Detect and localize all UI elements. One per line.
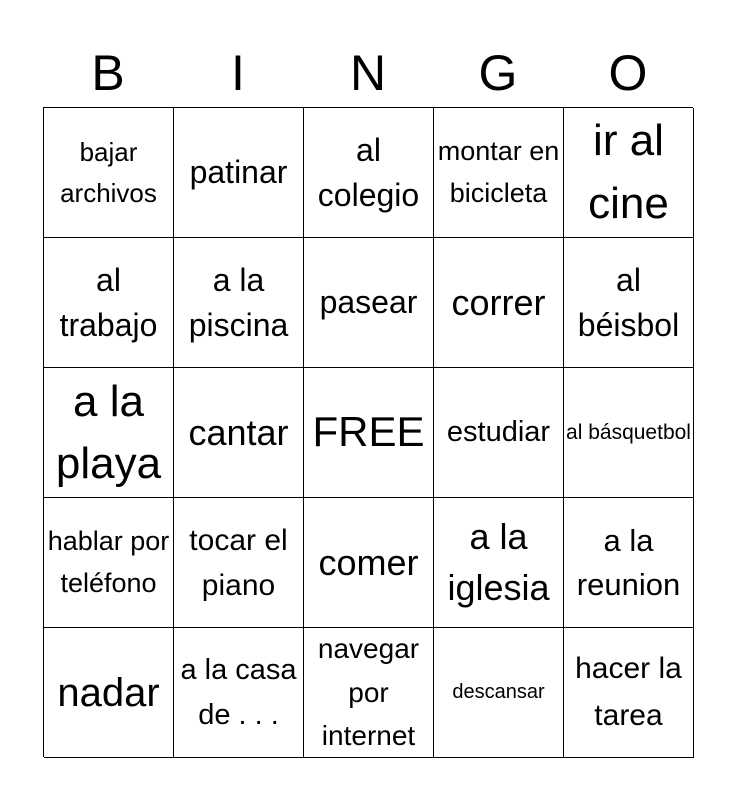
cell-text: al básquetbol [566, 420, 691, 444]
bingo-cell[interactable] [304, 108, 434, 238]
bingo-cell[interactable] [564, 368, 694, 498]
bingo-cell[interactable] [434, 628, 564, 758]
bingo-cell[interactable] [434, 498, 564, 628]
cell-text: pasear [319, 284, 418, 321]
bingo-cell[interactable] [304, 238, 434, 368]
cell-text: al colegio [317, 131, 420, 213]
bingo-cell[interactable] [564, 238, 694, 368]
bingo-cell[interactable] [564, 108, 694, 238]
cell-text: hacer la tarea [575, 652, 682, 732]
bingo-cell[interactable] [44, 368, 174, 498]
cell-text: ir al cine [588, 116, 669, 228]
cell-text: al trabajo [59, 261, 158, 343]
bingo-cell[interactable] [434, 108, 564, 238]
header-letter-b: B [91, 45, 125, 101]
cell-text: correr [451, 281, 546, 323]
bingo-grid [43, 107, 693, 757]
bingo-header [43, 38, 693, 108]
bingo-cell[interactable] [44, 108, 174, 238]
cell-text: a la playa [55, 376, 162, 488]
bingo-cell[interactable] [564, 628, 694, 758]
bingo-cell[interactable] [174, 628, 304, 758]
cell-text: montar en bicicleta [437, 135, 560, 208]
cell-text: nadar [57, 670, 160, 715]
free-space[interactable] [304, 368, 434, 498]
cell-text: estudiar [446, 415, 551, 448]
header-letter-o: O [608, 45, 648, 101]
cell-text: a la iglesia [447, 516, 550, 608]
cell-text: comer [318, 541, 419, 583]
cell-text: a la casa de . . . [180, 653, 297, 731]
bingo-cell[interactable] [44, 628, 174, 758]
cell-text: bajar archivos [60, 137, 157, 208]
cell-text: a la reunion [576, 523, 681, 602]
bingo-cell[interactable] [304, 628, 434, 758]
bingo-cell[interactable] [434, 368, 564, 498]
free-space-label: FREE [312, 408, 425, 456]
bingo-cell[interactable] [44, 498, 174, 628]
bingo-cell[interactable] [304, 498, 434, 628]
header-letter-n: N [349, 45, 387, 101]
bingo-cell[interactable] [174, 498, 304, 628]
bingo-cell[interactable] [434, 238, 564, 368]
cell-text: al béisbol [577, 261, 680, 343]
bingo-cell[interactable] [174, 368, 304, 498]
cell-text: navegar por internet [317, 633, 420, 752]
header-letter-g: G [478, 45, 518, 101]
header-letter-i: I [231, 45, 245, 101]
bingo-cell[interactable] [44, 238, 174, 368]
cell-text: hablar por teléfono [47, 525, 170, 598]
cell-text: cantar [188, 411, 289, 453]
cell-text: a la piscina [188, 261, 289, 343]
bingo-cell[interactable] [174, 238, 304, 368]
cell-text: patinar [189, 154, 288, 191]
cell-text: descansar [452, 681, 545, 703]
bingo-cell[interactable] [174, 108, 304, 238]
bingo-cell[interactable] [564, 498, 694, 628]
cell-text: tocar el piano [189, 523, 288, 602]
